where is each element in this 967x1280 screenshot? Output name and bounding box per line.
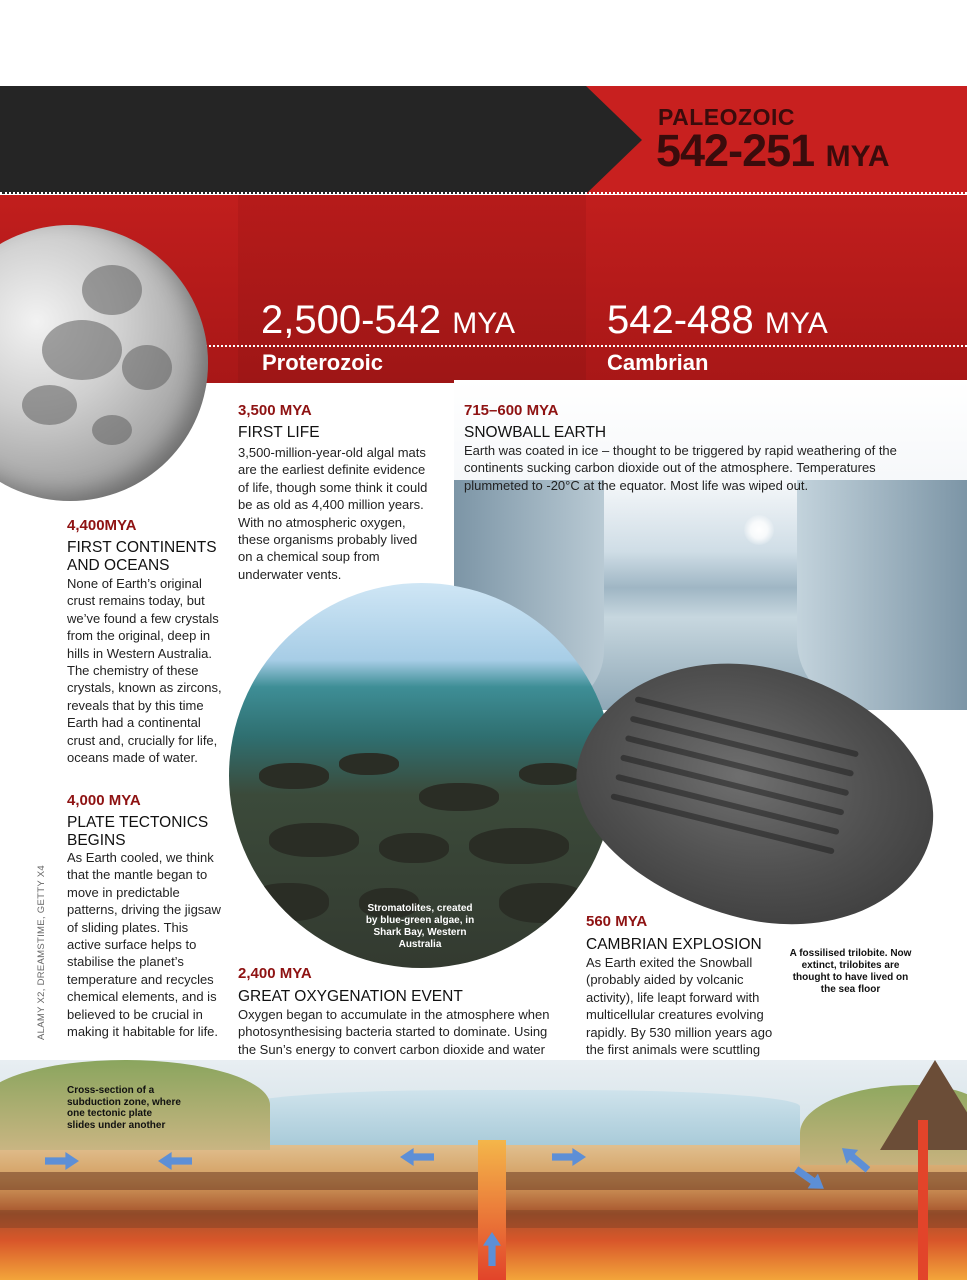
proterozoic-range [261, 300, 515, 340]
continents-date: 4,400MYA [67, 517, 137, 534]
plate-arrow-icon [400, 1148, 434, 1166]
plate-arrow-icon [158, 1152, 192, 1170]
sun-icon [744, 515, 774, 545]
dotted-divider [0, 192, 967, 194]
cambrian-explosion-title: CAMBRIAN EXPLOSION [586, 936, 762, 953]
cambrian-range-value: 542-488 [607, 298, 754, 342]
sea-layer [240, 1090, 800, 1145]
continents-body: None of Earth’s original crust remains today, but we’ve found a few crystals from the original, deep in hills in Western Australia. The chemistry of these crystals, known as zircons, reveals that by this time Earth had a continental crust and, crucially for life, oceans made of water. [67, 576, 222, 766]
snowball-date: 715–600 MYA [464, 402, 559, 419]
cambrian-label: Cambrian [607, 350, 709, 375]
first-life-date: 3,500 MYA [238, 402, 312, 419]
proterozoic-range-value: 2,500-542 [261, 298, 442, 342]
cambrian-range [607, 300, 828, 340]
first-life-title: FIRST LIFE [238, 424, 320, 441]
oxygenation-title: GREAT OXYGENATION EVENT [238, 988, 463, 1005]
proterozoic-label: Proterozoic [262, 350, 384, 375]
photo-credit: ALAMY X2, DREAMSTIME, GETTY X4 [36, 865, 47, 1040]
first-life-body: 3,500-million-year-old algal mats are the earliest definite evidence of life, though some think it could be as old as 4,400 million years. With no atmospheric oxygen, these organisms probably lived on a chemical soup from underwater vents. [238, 445, 428, 582]
paleozoic-arrow [586, 86, 642, 194]
oxygenation-body: Oxygen began to accumulate in the atmosphere when photosynthesising bacteria started to dominate. Using the Sun’s energy to convert carbon dioxide and water [238, 1007, 550, 1057]
plate-arrow-icon [552, 1148, 586, 1166]
paleozoic-range-value: 542-251 [656, 125, 815, 176]
continents-title: FIRST CONTINENTS AND OCEANS [67, 539, 217, 574]
oxygenation-date: 2,400 MYA [238, 965, 312, 982]
tectonics-title: PLATE TECTONICS BEGINS [67, 814, 209, 849]
subduction-caption: Cross-section of a subduction zone, where one tectonic plate slides under another [67, 1085, 181, 1131]
cambrian-explosion-date: 560 MYA [586, 913, 648, 930]
cambrian-range-unit: MYA [764, 307, 828, 340]
snowball-title: SNOWBALL EARTH [464, 424, 607, 441]
plate-arrow-icon [45, 1152, 79, 1170]
magma-channel [918, 1120, 928, 1280]
proterozoic-range-unit: MYA [452, 307, 516, 340]
snowball-body: Earth was coated in ice – thought to be triggered by rapid weathering of the continents sucking carbon dioxide out of the atmosphere. Temperatures plummeted to -20°C at the equator. Most life was wiped out. [464, 443, 897, 493]
tectonics-date: 4,000 MYA [67, 792, 141, 809]
paleozoic-title: PALEOZOIC [658, 104, 795, 130]
trilobite-caption: A fossilised trilobite. Now extinct, trilobites are thought to have lived on the sea floor [789, 948, 912, 995]
paleozoic-range-unit: MYA [825, 140, 890, 173]
cambrian-explosion-body: As Earth exited the Snowball (probably aided by volcanic activity), life leapt forward with multicellular creatures evolving rapidly. By 530 million years ago the first animals were scuttling [586, 955, 773, 1058]
tectonics-body: As Earth cooled, we think that the mantle began to move in predictable patterns, driving the jigsaw of sliding plates. This active surface helps to stabilise the planet’s temperature and recycles chemical elements, and is believed to be crucial in making it habitable for life. [67, 850, 221, 1040]
paleozoic-range [656, 125, 890, 176]
stromatolites-caption: Stromatolites, created by blue-green algae, in Shark Bay, Western Australia [365, 903, 475, 950]
